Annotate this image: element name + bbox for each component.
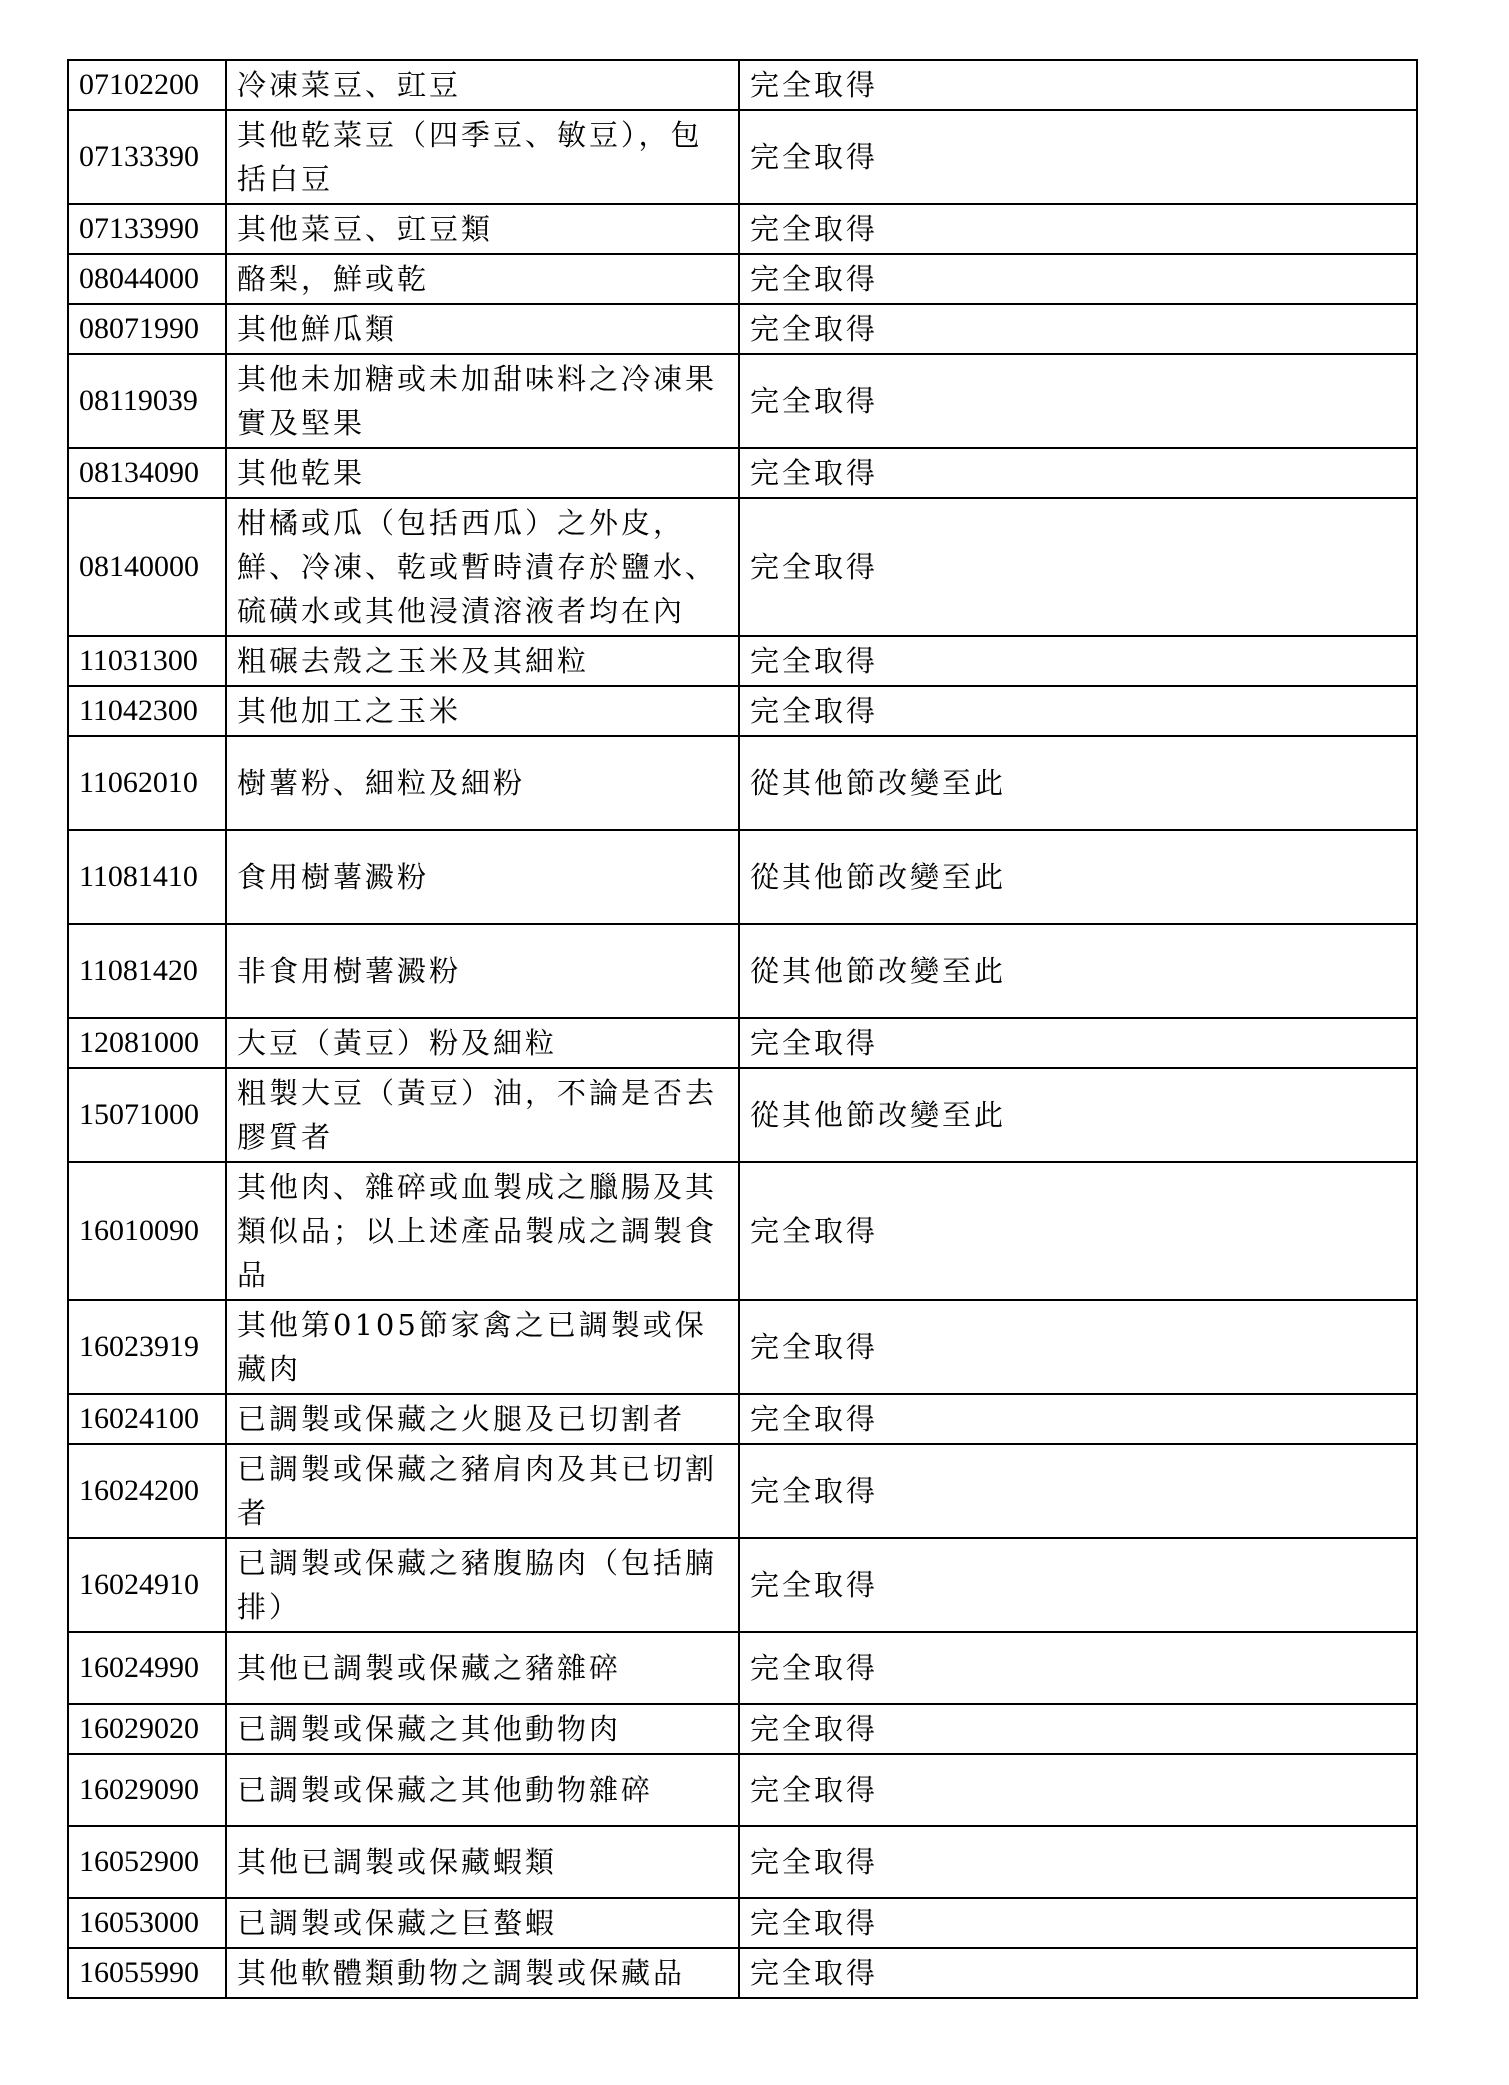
rule-cell: 完全取得	[739, 1898, 1417, 1948]
hs-code-cell: 16052900	[68, 1826, 226, 1898]
rule-cell: 完全取得	[739, 1444, 1417, 1538]
hs-code-cell: 12081000	[68, 1018, 226, 1068]
description-cell: 其他軟體類動物之調製或保藏品	[226, 1948, 739, 1998]
rule-cell: 完全取得	[739, 1948, 1417, 1998]
table-row	[68, 354, 1417, 448]
table-row	[68, 1068, 1417, 1162]
rule-cell: 完全取得	[739, 1394, 1417, 1444]
table-row	[68, 60, 1417, 110]
description-cell: 粗碾去殼之玉米及其細粒	[226, 636, 739, 686]
table-row	[68, 1018, 1417, 1068]
rule-cell: 完全取得	[739, 1826, 1417, 1898]
description-cell: 已調製或保藏之巨螯蝦	[226, 1898, 739, 1948]
rule-cell: 完全取得	[739, 1018, 1417, 1068]
description-cell: 其他乾果	[226, 448, 739, 498]
description-cell: 樹薯粉、細粒及細粉	[226, 736, 739, 830]
table-row	[68, 1538, 1417, 1632]
table-row	[68, 304, 1417, 354]
description-cell: 大豆（黃豆）粉及細粒	[226, 1018, 739, 1068]
rule-cell: 完全取得	[739, 1704, 1417, 1754]
description-cell: 其他已調製或保藏之豬雜碎	[226, 1632, 739, 1704]
table-row	[68, 1948, 1417, 1998]
tariff-table	[67, 59, 1418, 1999]
hs-code-cell: 11031300	[68, 636, 226, 686]
description-cell: 已調製或保藏之豬肩肉及其已切割者	[226, 1444, 739, 1538]
rule-cell: 完全取得	[739, 1538, 1417, 1632]
table-row	[68, 1394, 1417, 1444]
description-cell: 其他已調製或保藏蝦類	[226, 1826, 739, 1898]
table-row	[68, 1704, 1417, 1754]
table-row	[68, 448, 1417, 498]
hs-code-cell: 16024100	[68, 1394, 226, 1444]
table-row	[68, 1444, 1417, 1538]
hs-code-cell: 16024990	[68, 1632, 226, 1704]
description-cell: 其他第0105節家禽之已調製或保藏肉	[226, 1300, 739, 1394]
hs-code-cell: 16055990	[68, 1948, 226, 1998]
rule-cell: 完全取得	[739, 60, 1417, 110]
rule-cell: 完全取得	[739, 254, 1417, 304]
table-row	[68, 498, 1417, 636]
rule-cell: 完全取得	[739, 1754, 1417, 1826]
rule-cell: 從其他節改變至此	[739, 924, 1417, 1018]
hs-code-cell: 16053000	[68, 1898, 226, 1948]
rule-cell: 完全取得	[739, 636, 1417, 686]
hs-code-cell: 08119039	[68, 354, 226, 448]
hs-code-cell: 11062010	[68, 736, 226, 830]
description-cell: 其他未加糖或未加甜味料之冷凍果實及堅果	[226, 354, 739, 448]
description-cell: 食用樹薯澱粉	[226, 830, 739, 924]
rule-cell: 從其他節改變至此	[739, 1068, 1417, 1162]
rule-cell: 完全取得	[739, 1632, 1417, 1704]
rule-cell: 從其他節改變至此	[739, 830, 1417, 924]
description-cell: 其他肉、雜碎或血製成之臘腸及其類似品；以上述產品製成之調製食品	[226, 1162, 739, 1300]
description-cell: 非食用樹薯澱粉	[226, 924, 739, 1018]
table-row	[68, 686, 1417, 736]
rule-cell: 完全取得	[739, 498, 1417, 636]
hs-code-cell: 08134090	[68, 448, 226, 498]
hs-code-cell: 16024910	[68, 1538, 226, 1632]
description-cell: 酪梨，鮮或乾	[226, 254, 739, 304]
description-cell: 其他鮮瓜類	[226, 304, 739, 354]
hs-code-cell: 11042300	[68, 686, 226, 736]
table-row	[68, 1300, 1417, 1394]
hs-code-cell: 11081420	[68, 924, 226, 1018]
rule-cell: 完全取得	[739, 110, 1417, 204]
table-row	[68, 254, 1417, 304]
rule-cell: 完全取得	[739, 1300, 1417, 1394]
description-cell: 其他菜豆、豇豆類	[226, 204, 739, 254]
description-cell: 已調製或保藏之其他動物肉	[226, 1704, 739, 1754]
description-cell: 已調製或保藏之火腿及已切割者	[226, 1394, 739, 1444]
hs-code-cell: 16010090	[68, 1162, 226, 1300]
description-cell: 已調製或保藏之豬腹脇肉（包括腩排）	[226, 1538, 739, 1632]
description-cell: 冷凍菜豆、豇豆	[226, 60, 739, 110]
hs-code-cell: 07102200	[68, 60, 226, 110]
hs-code-cell: 08044000	[68, 254, 226, 304]
hs-code-cell: 07133990	[68, 204, 226, 254]
hs-code-cell: 15071000	[68, 1068, 226, 1162]
table-row	[68, 204, 1417, 254]
table-row	[68, 1898, 1417, 1948]
table-row	[68, 1162, 1417, 1300]
description-cell: 其他乾菜豆（四季豆、敏豆），包括白豆	[226, 110, 739, 204]
hs-code-cell: 16024200	[68, 1444, 226, 1538]
rule-cell: 從其他節改變至此	[739, 736, 1417, 830]
rule-cell: 完全取得	[739, 1162, 1417, 1300]
hs-code-cell: 16029020	[68, 1704, 226, 1754]
description-cell: 已調製或保藏之其他動物雜碎	[226, 1754, 739, 1826]
table-row	[68, 1754, 1417, 1826]
description-cell: 柑橘或瓜（包括西瓜）之外皮，鮮、冷凍、乾或暫時漬存於鹽水、硫磺水或其他浸漬溶液者均在內	[226, 498, 739, 636]
rule-cell: 完全取得	[739, 448, 1417, 498]
hs-code-cell: 16023919	[68, 1300, 226, 1394]
table-row	[68, 636, 1417, 686]
rule-cell: 完全取得	[739, 204, 1417, 254]
hs-code-cell: 16029090	[68, 1754, 226, 1826]
table-row	[68, 110, 1417, 204]
table-body	[68, 60, 1417, 1998]
description-cell: 粗製大豆（黃豆）油，不論是否去膠質者	[226, 1068, 739, 1162]
table-row	[68, 736, 1417, 830]
hs-code-cell: 08140000	[68, 498, 226, 636]
hs-code-cell: 11081410	[68, 830, 226, 924]
hs-code-cell: 08071990	[68, 304, 226, 354]
table-row	[68, 1632, 1417, 1704]
table-row	[68, 1826, 1417, 1898]
table-row	[68, 830, 1417, 924]
rule-cell: 完全取得	[739, 354, 1417, 448]
hs-code-cell: 07133390	[68, 110, 226, 204]
table-row	[68, 924, 1417, 1018]
description-cell: 其他加工之玉米	[226, 686, 739, 736]
rule-cell: 完全取得	[739, 304, 1417, 354]
rule-cell: 完全取得	[739, 686, 1417, 736]
